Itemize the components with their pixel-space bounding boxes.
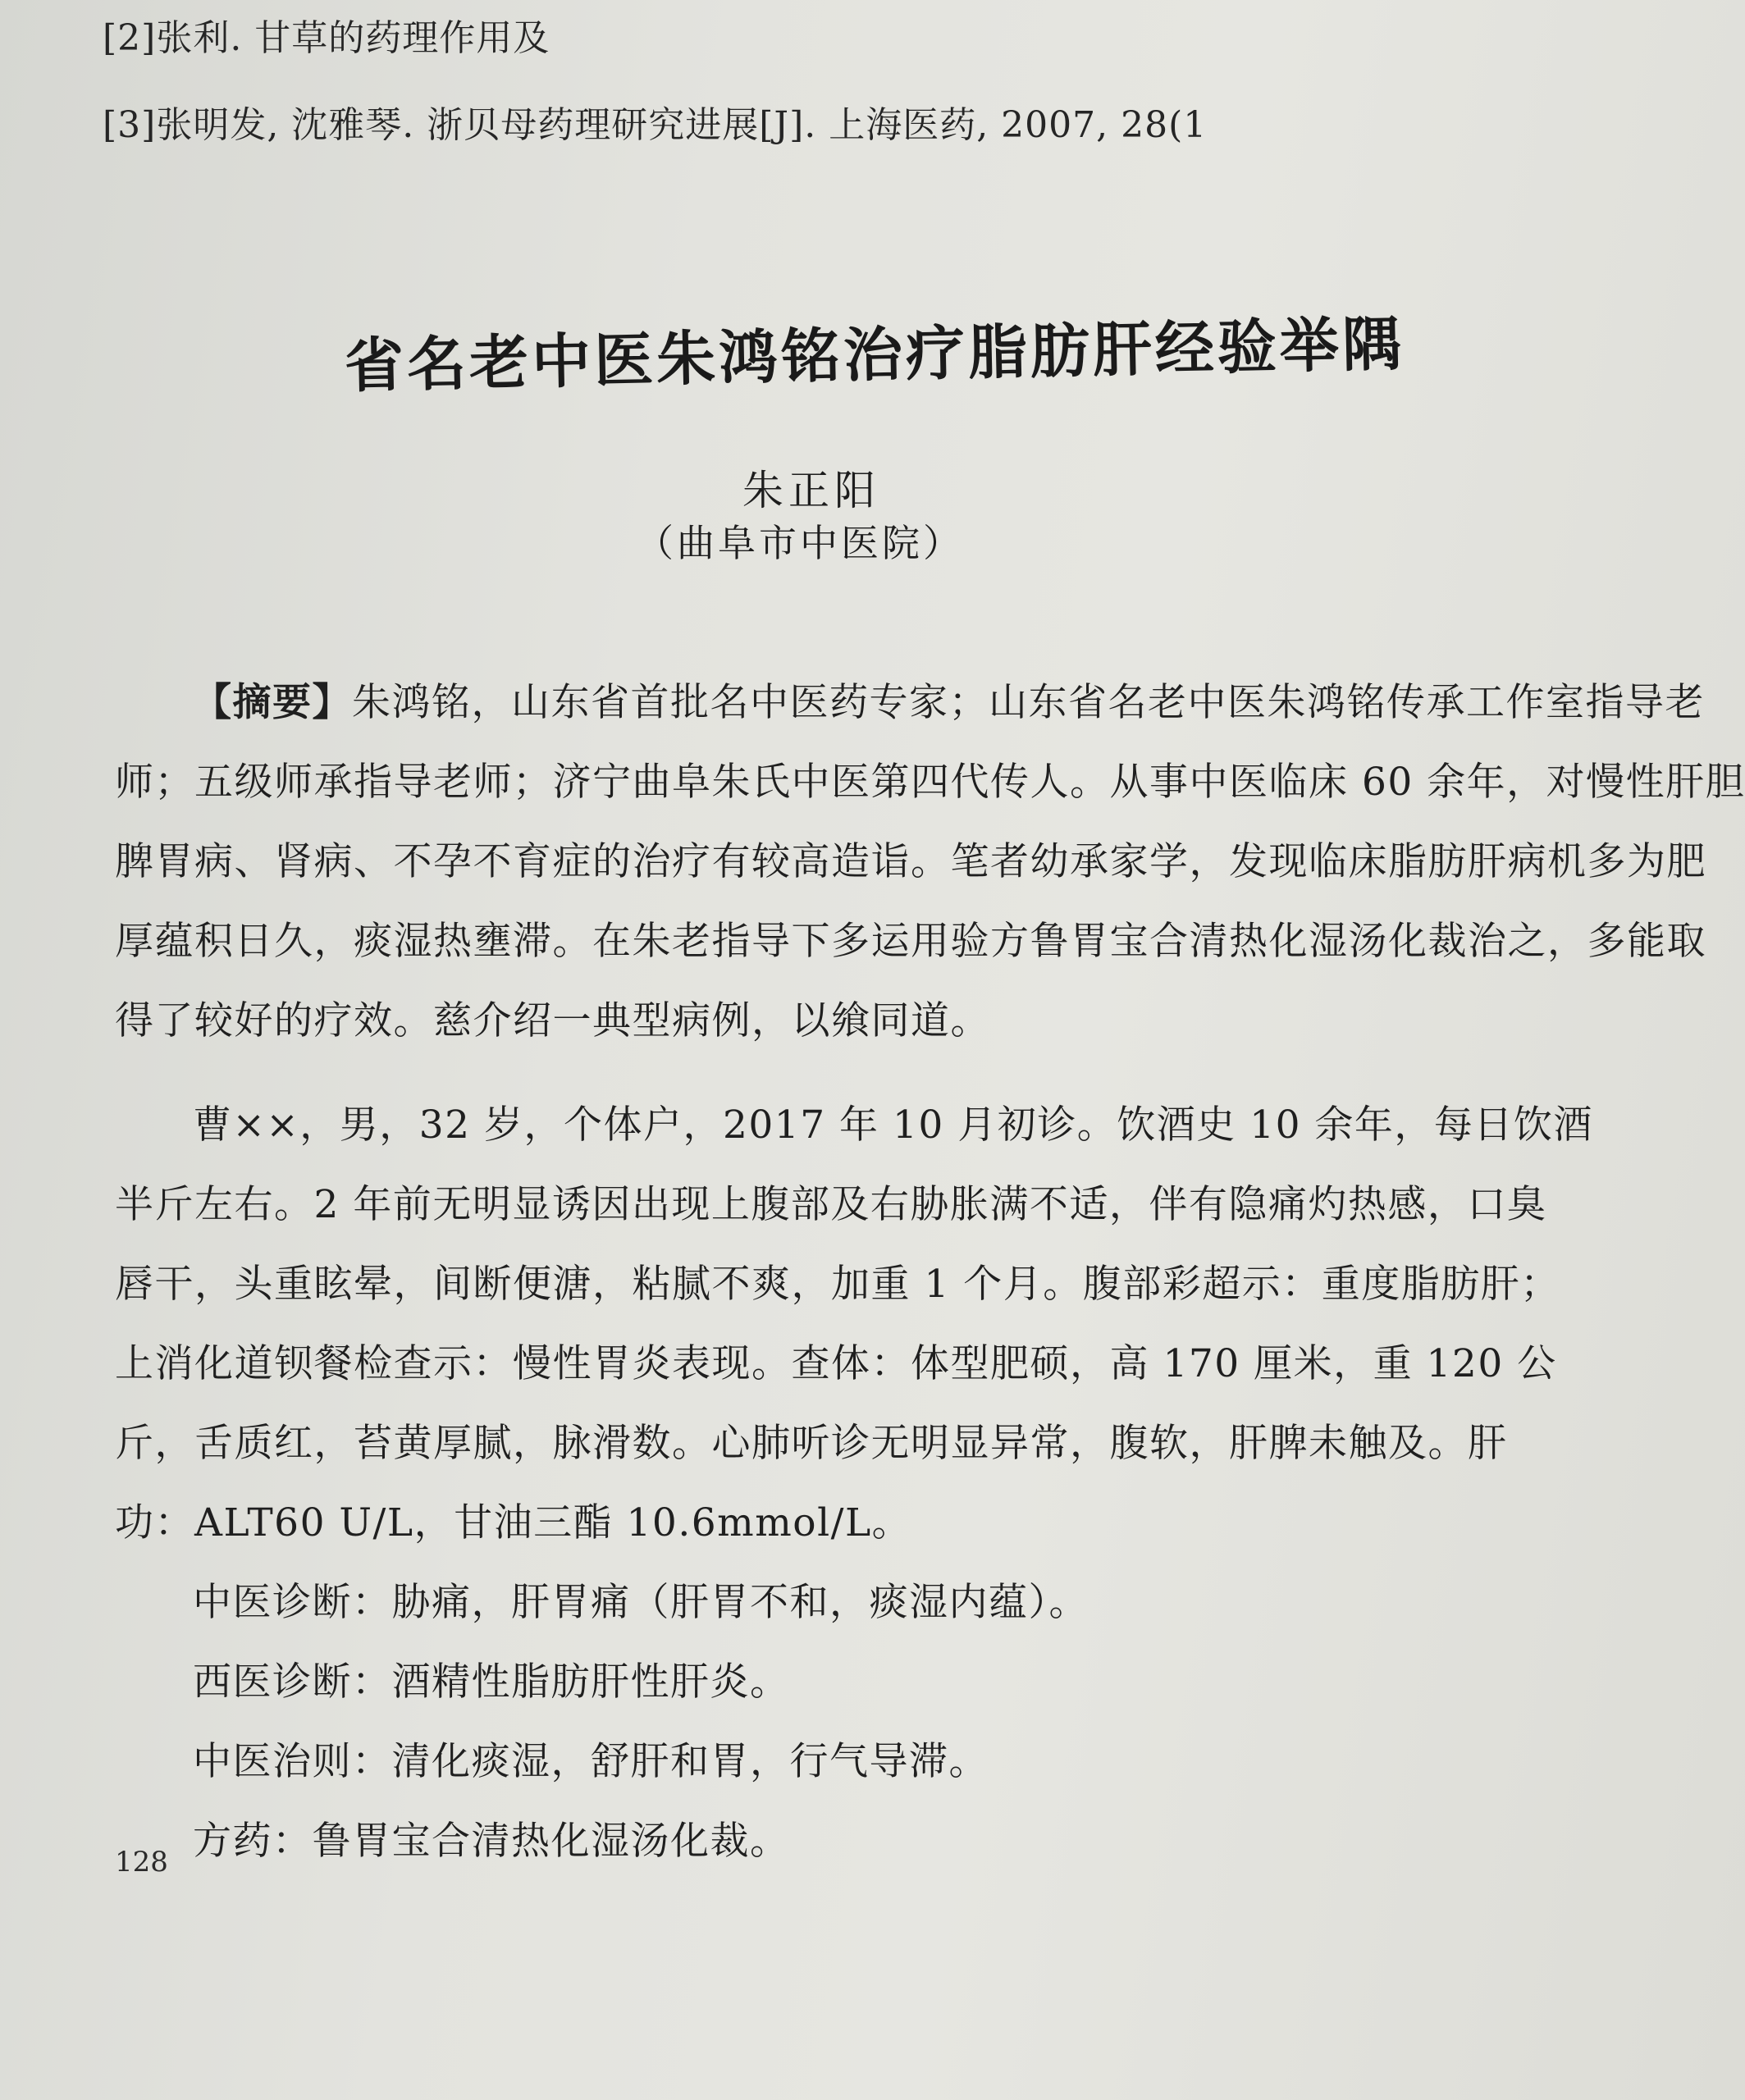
abstract-line: 得了较好的疗效。慈介绍一典型病例，以飨同道。 [115,998,990,1043]
reference-3: [3]张明发, 沈雅琴. 浙贝母药理研究进展[J]. 上海医药, 2007, 28(1 [103,104,1208,146]
treatment-principle: 中医治则：清化痰湿，舒肝和胃，行气导滞。 [193,1739,989,1784]
reference-2: [2]张利. 甘草的药理作用及 [103,17,550,59]
article-affiliation: （曲阜市中医院） [636,521,964,565]
case-line: 曹××，男，32 岁，个体户，2017 年 10 月初诊。饮酒史 10 余年，每日饮酒 [193,1102,1593,1148]
abstract-line: 脾胃病、肾病、不孕不育症的治疗有较高造诣。笔者幼承家学，发现临床脂肪肝病机多为肥 [115,839,1706,884]
case-line: 斤，舌质红，苔黄厚腻，脉滑数。心肺听诊无明显异常，腹软，肝脾未触及。肝 [115,1421,1508,1466]
page-number: 128 [115,1846,168,1879]
abstract-text: 朱鸿铭，山东省首批名中医药专家；山东省名老中医朱鸿铭传承工作室指导老 [352,680,1705,725]
abstract-line [115,663,1705,742]
article-title: 省名老中医朱鸿铭治疗脂肪肝经验举隅 [344,308,1405,400]
abstract-line: 师；五级师承指导老师；济宁曲阜朱氏中医第四代传人。从事中医临床 60 余年，对慢性肝胆 [115,760,1745,805]
tcm-diagnosis: 中医诊断：胁痛，肝胃痛（肝胃不和，痰湿内蕴）。 [193,1580,1089,1625]
article-author: 朱正阳 [742,467,880,514]
case-line: 唇干，头重眩晕，间断便溏，粘腻不爽，加重 1 个月。腹部彩超示：重度脂肪肝； [115,1262,1560,1307]
case-line: 半斤左右。2 年前无明显诱因出现上腹部及右胁胀满不适，伴有隐痛灼热感，口臭 [115,1182,1547,1227]
prescription: 方药：鲁胃宝合清热化湿汤化裁。 [193,1819,790,1864]
case-line: 上消化道钡餐检查示：慢性胃炎表现。查体：体型肥硕，高 170 厘米，重 120 公 [115,1341,1557,1386]
abstract-line: 厚蕴积日久，痰湿热壅滞。在朱老指导下多运用验方鲁胃宝合清热化湿汤化裁治之，多能取 [115,919,1706,964]
western-diagnosis: 西医诊断：酒精性脂肪肝性肝炎。 [193,1659,790,1705]
abstract-label: 【摘要】 [193,680,352,725]
case-line: 功：ALT60 U/L，甘油三酯 10.6mmol/L。 [115,1500,912,1545]
article-body [115,663,1745,1881]
